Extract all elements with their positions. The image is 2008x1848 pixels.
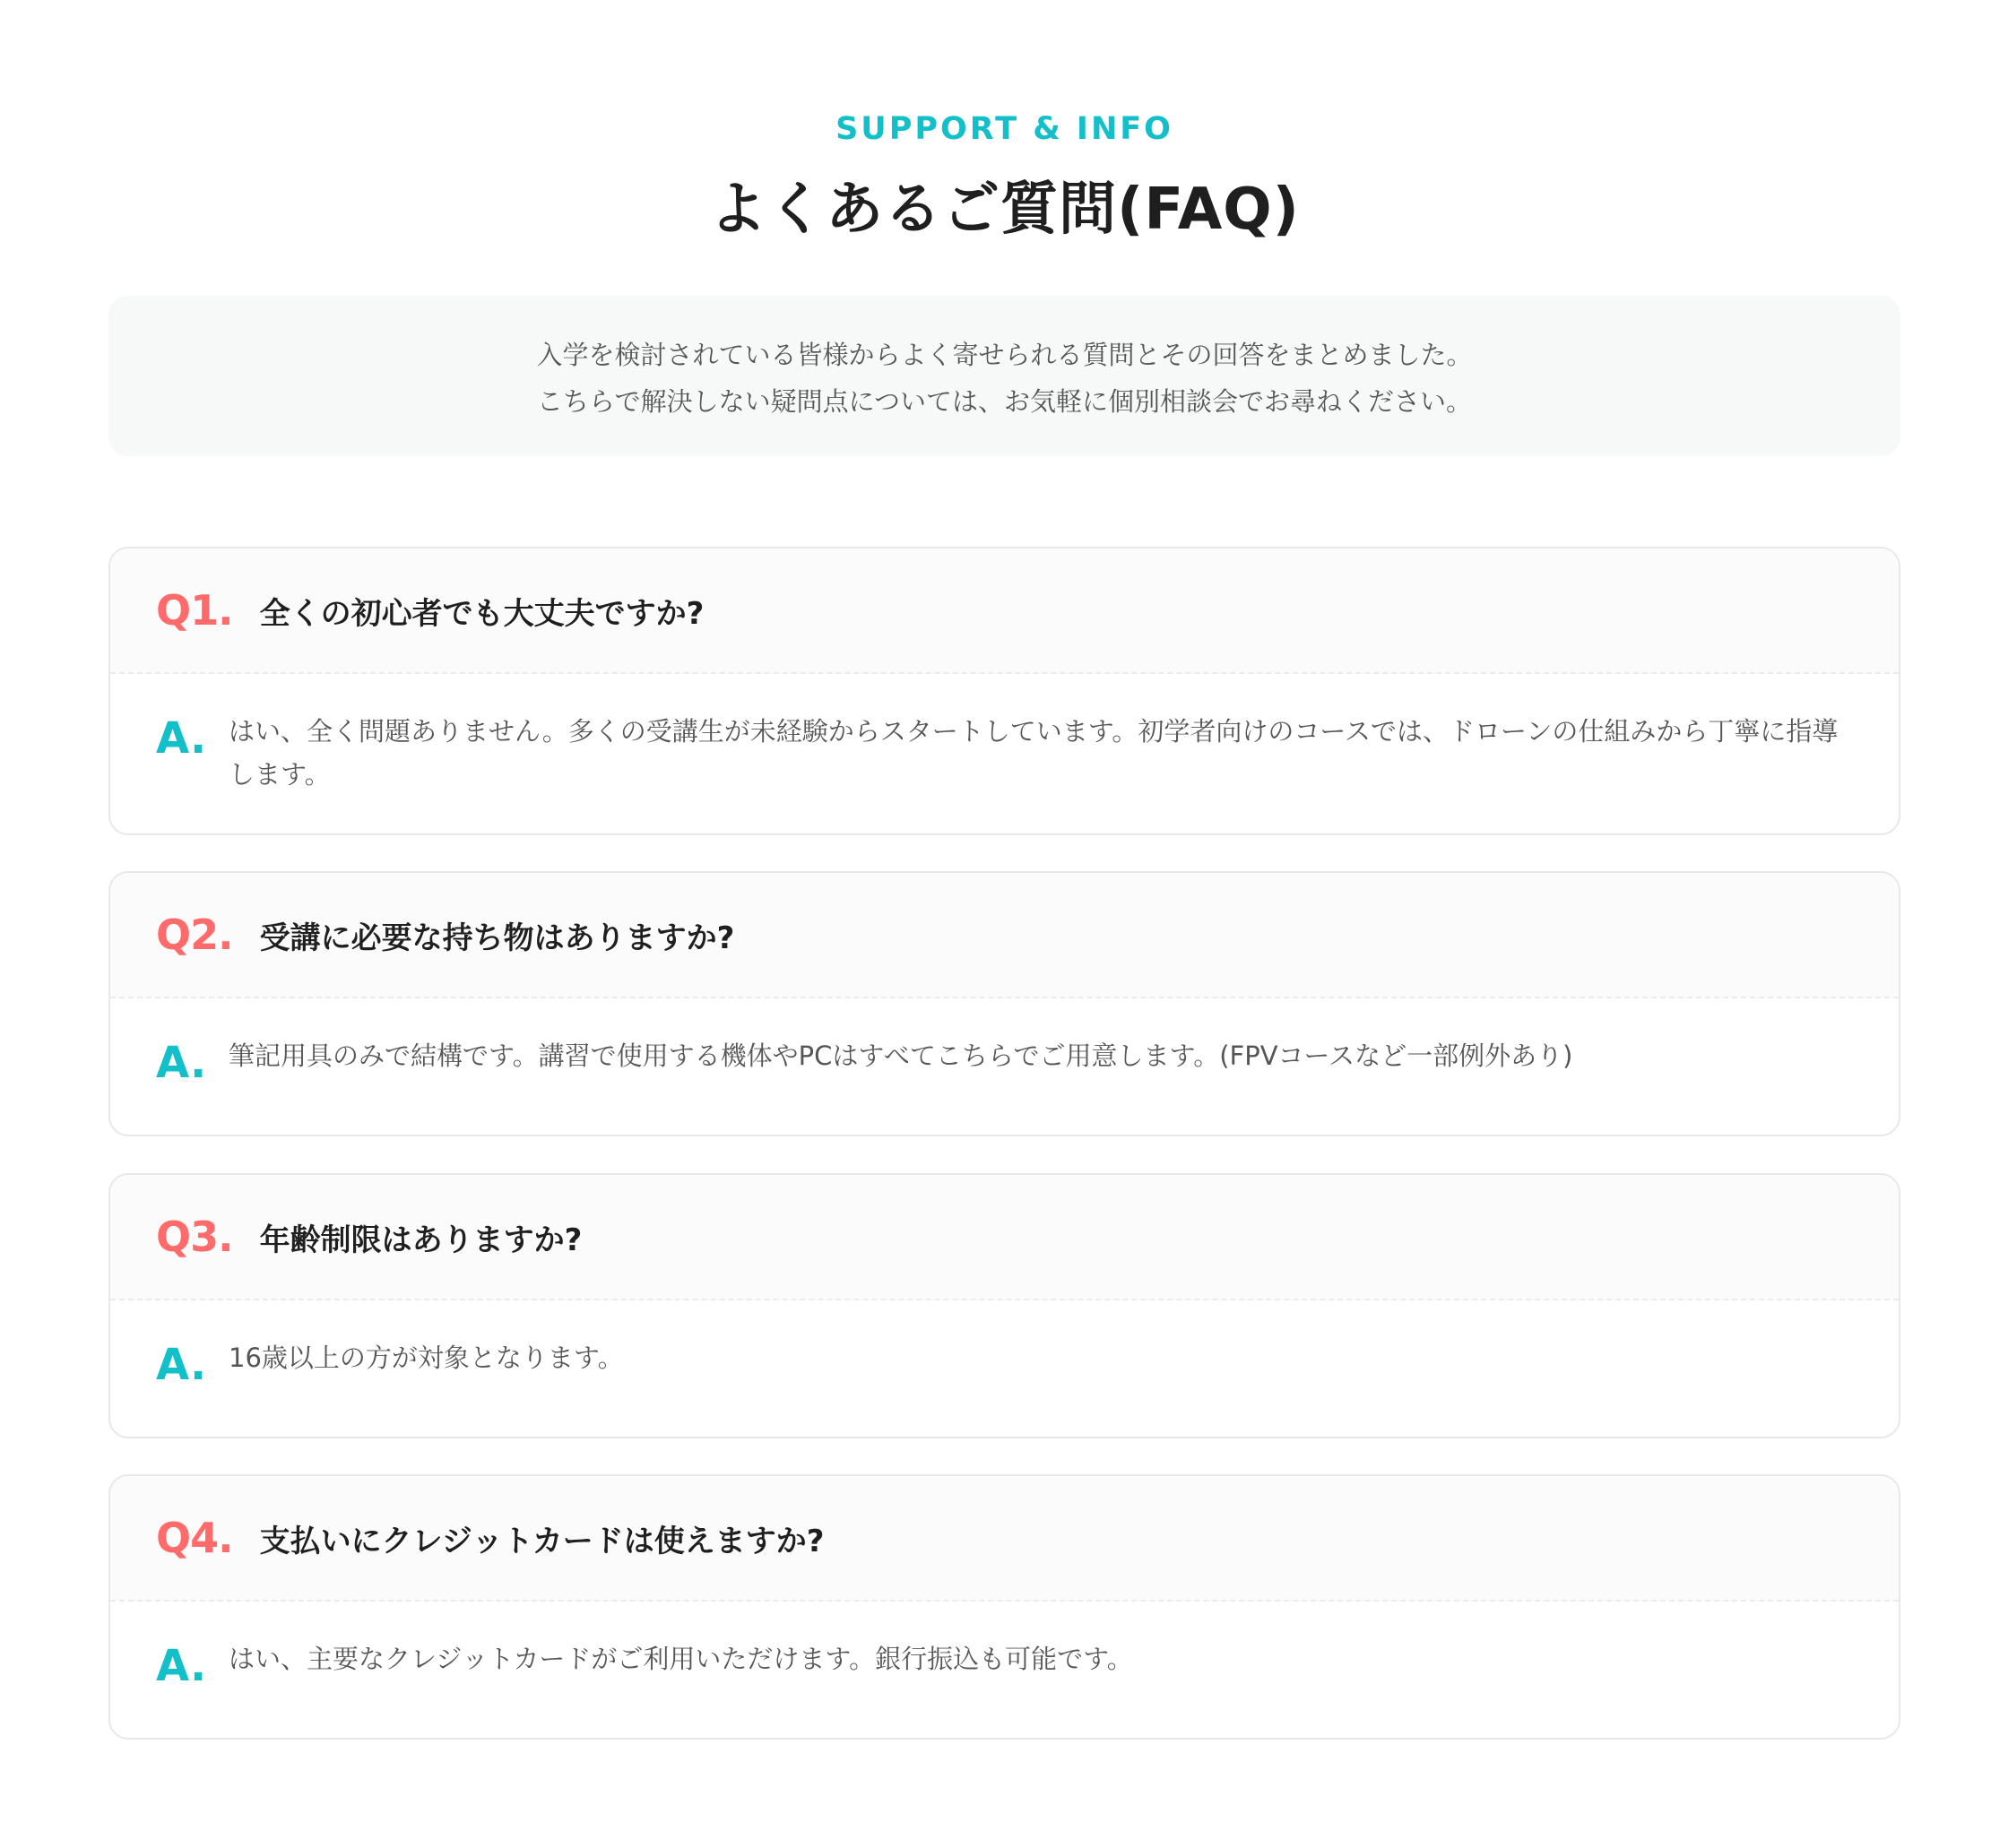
- faq-answer: [110, 1300, 1899, 1390]
- question-text: 支払いにクレジットカードは使えますか?: [259, 1523, 825, 1559]
- intro-line-2: こちらで解決しない疑問点については、お気軽に個別相談会でお尋ねください。: [536, 386, 1473, 417]
- answer-text: 16歳以上の方が対象となります。: [229, 1343, 624, 1373]
- intro-box: [108, 296, 1900, 456]
- question-text: 年齢制限はありますか?: [259, 1222, 583, 1258]
- answer-text: はい、全く問題ありません。多くの受講生が未経験からスタートしています。初学者向けのコースでは、ドローンの仕組みから丁寧に指導します。: [229, 716, 1839, 790]
- faq-item-2[interactable]: [108, 871, 1900, 1136]
- question-text: 全くの初心者でも大丈夫ですか?: [259, 595, 705, 632]
- faq-question-row[interactable]: [110, 873, 1899, 998]
- question-number: Q2.: [156, 911, 233, 959]
- answer-mark: A.: [156, 1641, 207, 1691]
- faq-question-row[interactable]: [110, 1175, 1899, 1300]
- faq-item-3[interactable]: [108, 1173, 1900, 1438]
- page-title: よくあるご質問(FAQ): [709, 177, 1300, 243]
- faq-question-row[interactable]: [110, 548, 1899, 674]
- answer-mark: A.: [156, 713, 207, 764]
- faq-question-row[interactable]: [110, 1476, 1899, 1602]
- faq-answer: [110, 998, 1899, 1088]
- intro-line-1: 入学を検討されている皆様からよく寄せられる質問とその回答をまとめました。: [536, 340, 1473, 370]
- question-number: Q4.: [156, 1514, 233, 1562]
- answer-mark: A.: [156, 1038, 207, 1088]
- question-text: 受講に必要な持ち物はありますか?: [259, 920, 735, 956]
- section-eyebrow: SUPPORT & INFO: [835, 111, 1173, 147]
- faq-item-4[interactable]: [108, 1474, 1900, 1740]
- faq-answer: [110, 1602, 1899, 1691]
- answer-text: 筆記用具のみで結構です。講習で使用する機体やPCはすべてこちらでご用意します。(FPVコースなど一部例外あり): [229, 1041, 1573, 1071]
- faq-item-1[interactable]: [108, 547, 1900, 835]
- answer-mark: A.: [156, 1340, 207, 1390]
- question-number: Q1.: [156, 586, 233, 635]
- question-number: Q3.: [156, 1213, 233, 1261]
- answer-text: はい、主要なクレジットカードがご利用いただけます。銀行振込も可能です。: [229, 1644, 1133, 1674]
- faq-answer: [110, 674, 1899, 796]
